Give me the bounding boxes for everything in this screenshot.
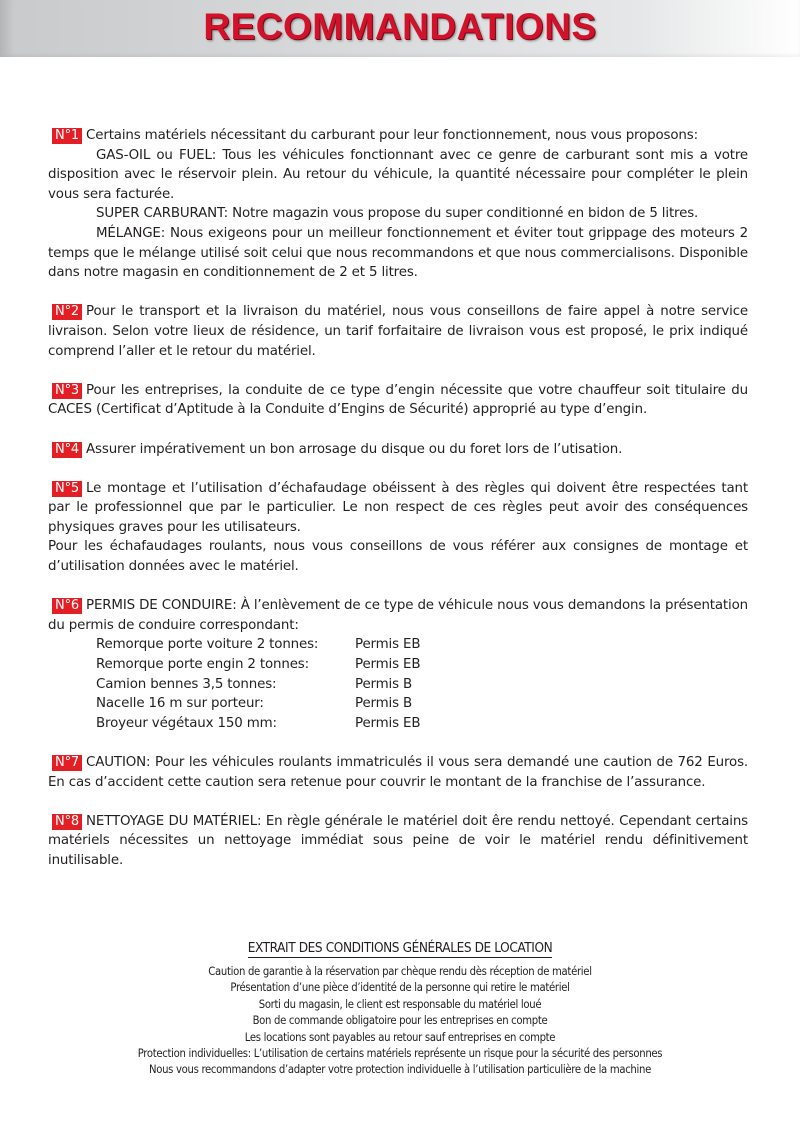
permit-type: Permis B (355, 696, 413, 712)
number-badge: N°8 (52, 814, 82, 830)
vehicle-name: Camion bennes 3,5 tonnes: (96, 676, 277, 692)
recommendation-5 (48, 479, 748, 577)
vehicle-name: Broyeur végétaux 150 mm: (96, 715, 277, 731)
condition-line: Protection individuelles: L’utilisation de certains matériels représente un risque pour la sécurité des personnes (137, 1047, 663, 1061)
section-text: En règle générale le matériel doit êre rendu nettoyé. Cependant certains matériels nécessites un nettoyage immédiat sous peine de voir le matériel rendu définitivement inutilisable. (48, 813, 749, 868)
vehicle-name: Nacelle 16 m sur porteur: (96, 696, 264, 712)
recommendation-8 (48, 812, 748, 871)
section-lead: Certains matériels nécessitant du carburant pour leur fonctionnement, nous vous proposons: (86, 128, 698, 143)
section-label: CAUTION: (86, 755, 151, 770)
section-label: PERMIS DE CONDUIRE: (86, 598, 237, 614)
condition-line: Sorti du magasin, le client est responsable du matériel loué (258, 997, 542, 1011)
permit-row (48, 635, 748, 655)
recommendation-4 (48, 440, 748, 460)
item-text: Nous exigeons pour un meilleur fonctionnement et éviter tout grippage des moteurs 2 temps que le mélange utilisé soit celui que nous recommandons et que nous commercialisons. Disponible dans notre magasin en conditionnement de 2 et 5 litres. (48, 225, 748, 281)
number-badge: N°4 (52, 442, 82, 458)
permits-list (48, 635, 748, 733)
condition-line: Présentation d’une pièce d’identité de la personne qui retire le matériel (230, 981, 570, 995)
section-label: NETTOYAGE DU MATÉRIEL: (86, 813, 262, 829)
section-text: Pour le transport et la livraison du matériel, nous vous conseillons de faire appel à notre service livraison. Selon votre lieux de résidence, un tarif forfaitaire de livraison vous est proposé, le prix indiqué comprend l’aller et le retour du matériel. (48, 304, 748, 359)
header-banner (0, 0, 800, 57)
number-badge: N°7 (52, 755, 82, 771)
recommendation-2 (48, 302, 748, 361)
recommendation-3 (48, 381, 748, 420)
section-text: Pour les entreprises, la conduite de ce type d’engin nécessite que votre chauffeur soit titulaire du CACES (Certificat d’Aptitude à la Conduite d’Engins de Sécurité) approprié au type d’engin. (48, 382, 748, 418)
condition-line: Les locations sont payables au retour sauf entreprises en compte (244, 1030, 556, 1044)
section-text: Assurer impérativement un bon arrosage du disque ou du foret lors de l’utisation. (86, 441, 623, 457)
permit-row (48, 655, 748, 675)
conditions-footer (0, 937, 800, 1079)
permit-type: Permis EB (355, 715, 421, 731)
item-label: MÉLANGE: (96, 225, 166, 241)
item-text: Tous les véhicules fonctionnant avec ce genre de carburant sont mis a votre disposition avec le réservoir plein. Au retour du véhicule, la quantité nécessaire pour compléter le plein vous sera facturée. (48, 147, 749, 202)
section-text: Pour les véhicules roulants immatriculés il vous sera demandé une caution de 762 Euros. En cas d’accident cette caution sera retenue pour couvrir le montant de la franchise de l’assurance. (48, 755, 749, 790)
recommendation-1 (48, 126, 748, 283)
conditions-title: EXTRAIT DES CONDITIONS GÉNÉRALES DE LOCATION (247, 940, 553, 956)
section-text-2: Pour les échafaudages roulants, nous vous conseillons de vous référer aux consignes de montage et d’utilisation données avec le matériel. (48, 539, 748, 575)
item-label: SUPER CARBURANT: (96, 206, 228, 222)
recommendation-7 (48, 753, 748, 792)
permit-row (48, 714, 748, 734)
number-badge: N°6 (52, 598, 82, 614)
permit-row (48, 675, 748, 695)
section-text: Le montage et l’utilisation d’échafaudage obéissent à des règles qui doivent être respectées tant par le professionnel que par le particulier. Le non respect de ces règles peut avoir des conséquences physiques graves pour les utilisateurs. (48, 480, 748, 535)
permit-type: Permis B (355, 676, 413, 692)
number-badge: N°1 (52, 128, 82, 144)
recommendation-6 (48, 596, 748, 733)
permit-type: Permis EB (355, 657, 421, 673)
page-title: RECOMMANDATIONS (203, 6, 597, 47)
vehicle-name: Remorque porte engin 2 tonnes: (96, 657, 309, 673)
number-badge: N°2 (52, 304, 82, 320)
item-text: Notre magazin vous propose du super conditionné en bidon de 5 litres. (232, 206, 699, 222)
permit-type: Permis EB (355, 637, 421, 653)
condition-line: Nous vous recommandons d’adapter votre protection individuelle à l’utilisation particulière de la machine (149, 1063, 651, 1077)
section-text: À l’enlèvement de ce type de véhicule nous vous demandons la présentation du permis de conduire correspondant: (48, 598, 748, 633)
number-badge: N°5 (52, 481, 82, 497)
item-label: GAS-OIL ou FUEL: (96, 147, 217, 163)
condition-line: Bon de commande obligatoire pour les entreprises en compte (252, 1014, 548, 1028)
permit-row (48, 694, 748, 714)
conditions-list (0, 964, 800, 1079)
condition-line: Caution de garantie à la réservation par chèque rendu dès réception de matériel (208, 965, 592, 978)
recommendations-content (48, 126, 748, 890)
vehicle-name: Remorque porte voiture 2 tonnes: (96, 637, 319, 653)
number-badge: N°3 (52, 383, 82, 399)
